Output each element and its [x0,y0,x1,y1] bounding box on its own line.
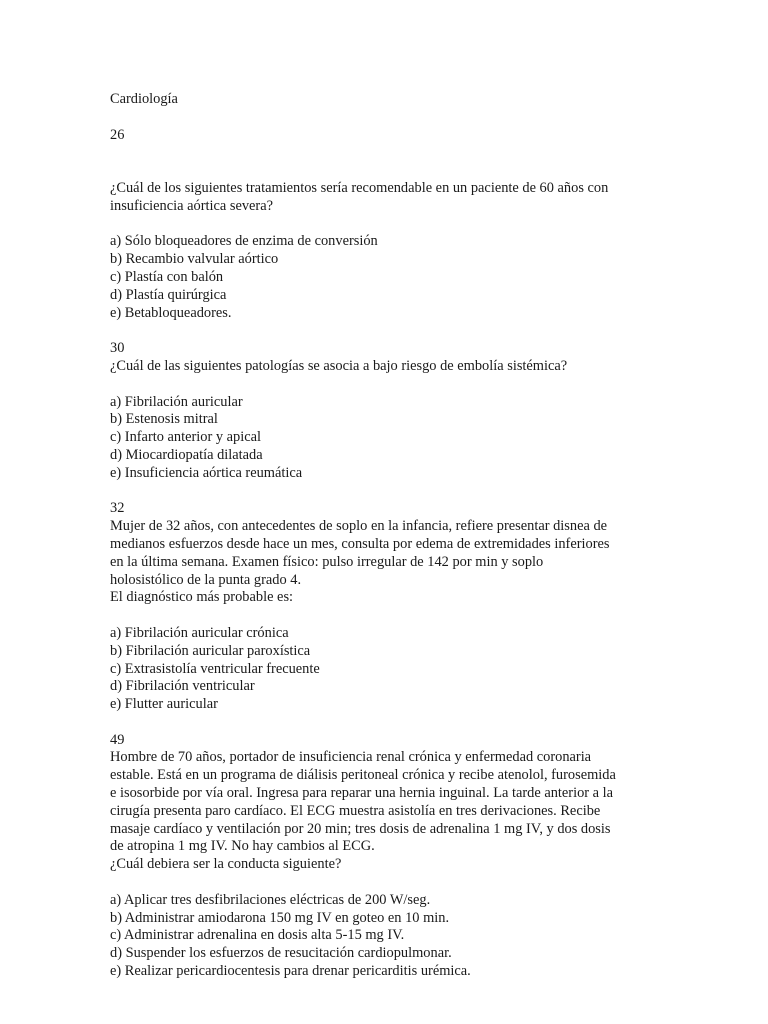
question-stem-line: ¿Cuál debiera ser la conducta siguiente? [110,856,342,873]
question-number: 30 [110,340,125,357]
answer-option: e) Flutter auricular [110,696,218,713]
question-32 [110,500,670,714]
answer-option: e) Insuficiencia aórtica reumática [110,464,303,481]
answer-option: c) Administrar adrenalina en dosis alta 5-15 mg IV. [110,927,405,944]
section-title: Cardiología [110,91,178,107]
answer-option: b) Estenosis mitral [110,411,218,428]
question-stem-line: medianos esfuerzos desde hace un mes, consulta por edema de extremidades inferiores [110,535,610,552]
question-26 [110,127,670,323]
question-stem-line: El diagnóstico más probable es: [110,589,294,606]
question-number: 49 [110,731,125,748]
question-stem-line: Mujer de 32 años, con antecedentes de soplo en la infancia, refiere presentar disnea de [110,518,608,535]
question-stem-line: insuficiencia aórtica severa? [110,197,273,214]
question-49 [110,732,670,981]
answer-option: c) Extrasistolía ventricular frecuente [110,660,320,677]
answer-option: a) Fibrilación auricular crónica [110,624,289,641]
question-stem-line: Hombre de 70 años, portador de insuficiencia renal crónica y enfermedad coronaria [110,749,592,766]
question-stem-line: en la última semana. Examen físico: pulso irregular de 142 por min y soplo [110,553,544,570]
question-stem-line: de atropina 1 mg IV. No hay cambios al ECG. [110,838,375,855]
question-stem-line: ¿Cuál de las siguientes patologías se asocia a bajo riesgo de embolía sistémica? [110,357,568,374]
answer-option: d) Plastía quirúrgica [110,286,227,303]
answer-option: d) Miocardiopatía dilatada [110,446,263,463]
answer-option: b) Recambio valvular aórtico [110,251,279,268]
question-number: 32 [110,500,125,517]
question-30 [110,340,670,482]
question-stem-line: cirugía presenta paro cardíaco. El ECG muestra asistolía en tres derivaciones. Recibe [110,802,601,819]
question-stem-line: holosistólico de la punta grado 4. [110,571,302,588]
answer-option: d) Fibrilación ventricular [110,678,255,695]
question-stem-line: e isosorbide por vía oral. Ingresa para reparar una hernia inguinal. La tarde anterior a la [110,785,614,802]
question-stem-line: masaje cardíaco y ventilación por 20 min; tres dosis de adrenalina 1 mg IV, y dos dosis [110,820,611,837]
answer-option: a) Sólo bloqueadores de enzima de conversión [110,233,378,250]
answer-option: c) Infarto anterior y apical [110,429,262,446]
answer-option: d) Suspender los esfuerzos de resucitación cardiopulmonar. [110,945,452,962]
answer-option: a) Fibrilación auricular [110,393,243,410]
question-number: 26 [110,126,125,143]
answer-option: e) Betabloqueadores. [110,304,232,321]
question-stem-line: estable. Está en un programa de diálisis peritoneal crónica y recibe atenolol, furosemida [110,767,616,784]
question-stem-line: ¿Cuál de los siguientes tratamientos sería recomendable en un paciente de 60 años con [110,179,609,196]
answer-option: b) Administrar amiodarona 150 mg IV en goteo en 10 min. [110,909,450,926]
answer-option: c) Plastía con balón [110,268,224,285]
answer-option: b) Fibrilación auricular paroxística [110,642,311,659]
document-page [110,91,670,981]
answer-option: a) Aplicar tres desfibrilaciones eléctricas de 200 W/seg. [110,891,431,908]
answer-option: e) Realizar pericardiocentesis para drenar pericarditis urémica. [110,963,471,980]
